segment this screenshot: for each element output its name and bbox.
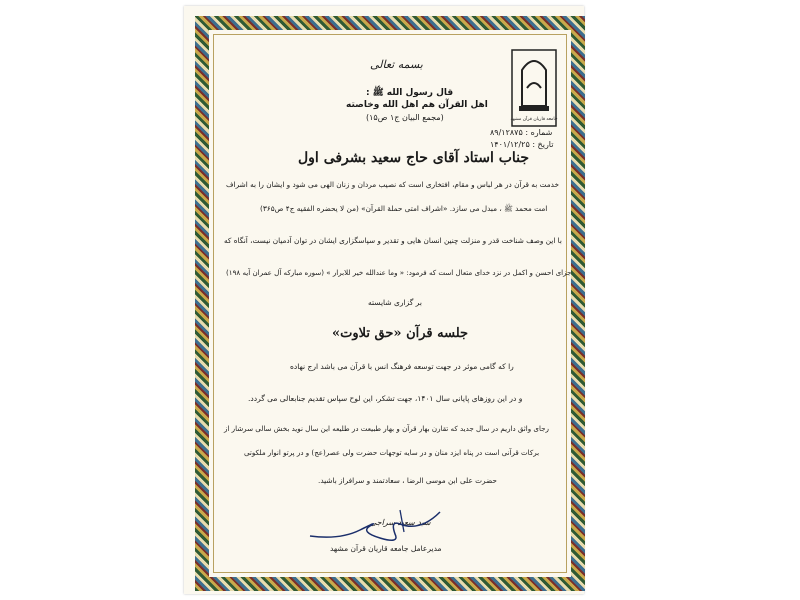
body-line: را که گامی موثر در جهت توسعه فرهنگ انس با قرآن می باشد ارج نهاده: [290, 362, 514, 371]
event-title: جلسه قرآن «حق تلاوت»: [332, 326, 469, 341]
body-line: رجای واثق داریم در سال جدید که تقارن بهار قرآن و بهار طبیعت در طلیعه این سال نوید بخش سالی سرشار از: [224, 424, 549, 433]
bismillah-calligraphy: بسمه تعالی: [370, 58, 423, 71]
hadith-intro: قال رسول الله ﷺ :: [366, 88, 454, 98]
recipient-heading: جناب استاد آقای حاج سعید بشرفی اول: [298, 150, 530, 166]
hadith-source: (مجمع البیان ج۱ ص۱۵): [366, 113, 444, 122]
date-row: [490, 140, 553, 149]
body-line: و در این روزهای پایانی سال ۱۴۰۱، جهت تشکر، این لوح سپاس تقدیم جنابعالی می گردد.: [248, 394, 523, 403]
date-label: تاریخ :: [532, 140, 554, 149]
signer-title: مدیرعامل جامعه قاریان قرآن مشهد: [330, 544, 442, 553]
body-line: امت محمد ﷺ ، مبدل می سازد. «اشراف امتی حملة القرآن» (من لا یحضره الفقیه ج۴ ص۳۶۵): [260, 204, 548, 213]
body-line: خدمت به قرآن در هر لباس و مقام، افتخاری است که نصیب مردان و زنان الهی می شود و ایشان را به اشراف: [226, 180, 559, 189]
hadith-text: اهل القرآن هم اهل الله وخاصته: [346, 100, 488, 110]
date-value: ۱۴۰۱/۱۲/۲۵: [490, 140, 530, 149]
number-label: شماره :: [525, 128, 553, 137]
logo-caption: جامعه قاریان قرآن مشهد: [510, 117, 558, 122]
logo-emblem: [510, 48, 558, 128]
body-line: با این وصف شناخت قدر و منزلت چنین انسان هایی و تقدیر و سپاسگزاری ایشان در توان آدمیان نیست، آنگاه که: [224, 236, 562, 245]
certificate-content: [220, 40, 572, 568]
body-line: بر گزاری شایسته: [368, 298, 422, 307]
number-row: [490, 128, 552, 137]
body-line: حضرت علی ابن موسی الرضا ، سعادتمند و سرافراز باشید.: [318, 476, 497, 485]
number-value: ۸۹/۱۲۸۷۵: [490, 128, 523, 137]
body-line: جزای احسن و اکمل در نزد خدای متعال است که فرمود: « وما عندالله خیر للابرار » (سوره مبارکه آل عمران آیه ۱۹۸): [226, 268, 572, 277]
signer-name: سید سعید سراجی: [370, 518, 431, 527]
body-line: برکات قرآنی است در پناه ایزد منان و در سایه توجهات حضرت ولی عصر(عج) و در پرتو انوار ملکوتی: [244, 448, 540, 457]
